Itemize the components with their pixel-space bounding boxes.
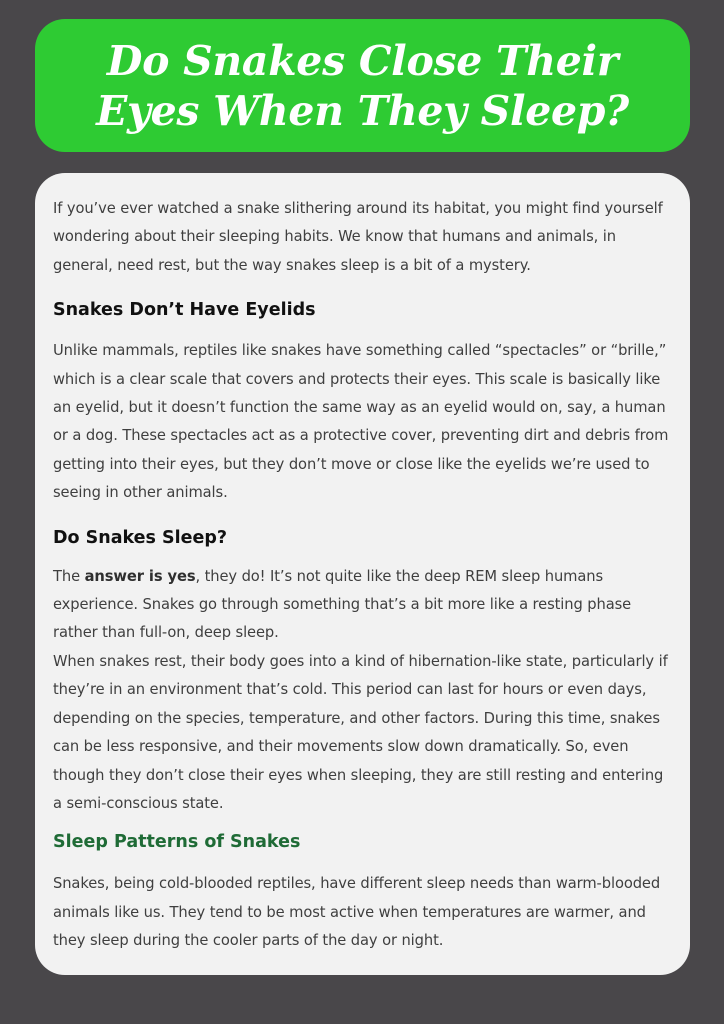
- paragraph-sleep-hibernation: When snakes rest, their body goes into a kind of hibernation-like state, particularly if they’re in an environment that’s cold. This period can last for hours or even days, depending on the species, temperature, and other factors. During this time, snakes can be less responsive, and their movements slow down dramatically. So, even though they don’t close their eyes when sleeping, they are still resting and entering a semi-conscious state.: [53, 652, 668, 812]
- intro-paragraph: If you’ve ever watched a snake slithering around its habitat, you might find yourself wondering about their sleeping habits. We know that humans and animals, in general, need rest, but the way snakes sleep is a bit of a mystery.: [53, 200, 663, 274]
- answer-bold: answer is yes: [84, 567, 196, 585]
- title-banner: [35, 19, 690, 152]
- page-title: Do Snakes Close Their Eyes When They Sleep?: [96, 36, 629, 135]
- heading-eyelids: Snakes Don’t Have Eyelids: [53, 300, 316, 321]
- answer-rest: , they do! It’s not quite like the deep REM sleep humans experience. Snakes go through something that’s a bit more like a resting phase rather than full-on, deep sleep.: [53, 567, 632, 642]
- heading-sleep-patterns: Sleep Patterns of Snakes: [53, 832, 301, 853]
- article-card: [35, 173, 690, 975]
- paragraph-eyelids: Unlike mammals, reptiles like snakes have something called “spectacles” or “brille,” which is a clear scale that covers and protects their eyes. This scale is basically like an eyelid, but it doesn’t function the same way as an eyelid would on, say, a human or a dog. These spectacles act as a protective cover, preventing dirt and debris from getting into their eyes, but they don’t move or close like the eyelids we’re used to seeing in other animals.: [53, 342, 669, 502]
- paragraph-sleep-patterns: Snakes, being cold-blooded reptiles, have different sleep needs than warm-blooded animals like us. They tend to be most active when temperatures are warmer, and they sleep during the cooler parts of the day or night.: [53, 875, 661, 950]
- answer-prefix: The: [53, 567, 85, 585]
- paragraph-sleep-answer: [53, 563, 674, 648]
- heading-do-snakes-sleep: Do Snakes Sleep?: [53, 527, 228, 548]
